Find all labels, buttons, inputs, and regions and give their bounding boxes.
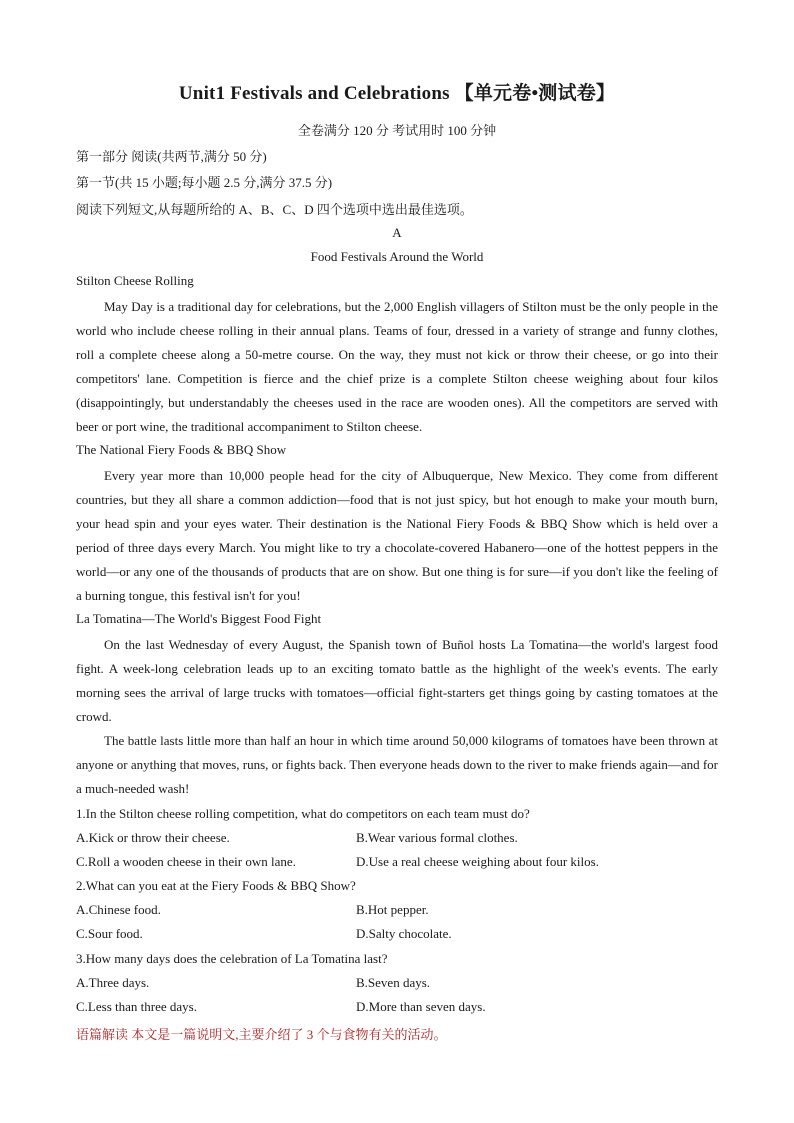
paragraph-la-tomatina-2: The battle lasts little more than half an hour in which time around 50,000 kilograms of tomatoes have been thrown at anyone or anything that moves, runs, or fights back. Then everyone heads down to the river to make friends again—and for a much-needed wash!: [76, 733, 718, 796]
instruction: 阅读下列短文,从每题所给的 A、B、C、D 四个选项中选出最佳选项。: [76, 202, 473, 217]
question-1-options-row-2: [76, 854, 718, 874]
passage-analysis: 语篇解读 本文是一篇说明文,主要介绍了 3 个与食物有关的活动。: [76, 1027, 447, 1042]
question-3-option-d: D.More than seven days.: [356, 999, 486, 1014]
page-title: Unit1 Festivals and Celebrations 【单元卷•测试卷】: [178, 83, 616, 104]
question-1-option-b: B.Wear various formal clothes.: [356, 830, 518, 845]
question-1-option-a: A.Kick or throw their cheese.: [76, 830, 230, 845]
section-heading: 第一节(共 15 小题;每小题 2.5 分,满分 37.5 分): [76, 175, 333, 190]
passage-title: Food Festivals Around the World: [310, 249, 484, 264]
paragraph-fiery-foods: Every year more than 10,000 people head for the city of Albuquerque, New Mexico. They come from different countries, but they all share a common addiction—food that is not just spicy, but hot enough to make your mouth burn, your head spin and your eyes water. Their destination is the National Fiery Foods & BBQ Show which is held over a period of three days every March. You might like to try a chocolate-covered Habanero—one of the hottest peppers in the world—or any one of the thousands of products that are on show. But one thing is for sure—if you don't like the feeling of a burning tongue, this festival isn't for you!: [76, 468, 718, 603]
question-2-option-d: D.Salty chocolate.: [356, 926, 452, 941]
question-3-option-c: C.Less than three days.: [76, 999, 197, 1014]
question-1-options-row-1: [76, 830, 718, 850]
question-2-option-a: A.Chinese food.: [76, 902, 161, 917]
question-3-options-row-1: [76, 975, 718, 995]
question-2-options-row-2: [76, 926, 718, 946]
question-3-options-row-2: [76, 999, 718, 1019]
question-2-stem: 2.What can you eat at the Fiery Foods & BBQ Show?: [76, 878, 356, 893]
paragraph-la-tomatina-1: On the last Wednesday of every August, the Spanish town of Buñol hosts La Tomatina—the world's largest food fight. A week-long celebration leads up to an exciting tomato battle as the highlight of the week's events. The early morning sees the arrival of large trucks with tomatoes—official fight-starters get things going by casting tomatoes at the crowd.: [76, 637, 718, 724]
question-1-option-c: C.Roll a wooden cheese in their own lane.: [76, 854, 296, 869]
question-3-option-a: A.Three days.: [76, 975, 150, 990]
question-1-option-d: D.Use a real cheese weighing about four kilos.: [356, 854, 599, 869]
question-1-stem: 1.In the Stilton cheese rolling competition, what do competitors on each team must do?: [76, 806, 530, 821]
exam-info: 全卷满分 120 分 考试用时 100 分钟: [297, 123, 497, 138]
passage-letter: A: [392, 225, 402, 240]
part-heading: 第一部分 阅读(共两节,满分 50 分): [76, 149, 267, 164]
question-3-option-b: B.Seven days.: [356, 975, 431, 990]
section-heading-fiery-foods: The National Fiery Foods & BBQ Show: [76, 442, 287, 457]
section-heading-stilton: Stilton Cheese Rolling: [76, 273, 194, 288]
question-3-stem: 3.How many days does the celebration of La Tomatina last?: [76, 951, 388, 966]
question-2-options-row-1: [76, 902, 718, 922]
question-2-option-c: C.Sour food.: [76, 926, 143, 941]
question-2-option-b: B.Hot pepper.: [356, 902, 429, 917]
section-heading-la-tomatina: La Tomatina—The World's Biggest Food Fight: [76, 611, 322, 626]
paragraph-stilton: May Day is a traditional day for celebrations, but the 2,000 English villagers of Stilton must be the only people in the world who include cheese rolling in their annual plans. Teams of four, dressed in a variety of strange and funny clothes, roll a complete cheese along a 50-metre course. On the way, they must not kick or throw their cheese, or go into their competitors' lane. Competition is fierce and the chief prize is a complete Stilton cheese weighing about four kilos (disappointingly, but understandably the cheeses used in the race are wooden ones). All the competitors are served with beer or port wine, the traditional accompaniment to Stilton cheese.: [76, 299, 718, 434]
